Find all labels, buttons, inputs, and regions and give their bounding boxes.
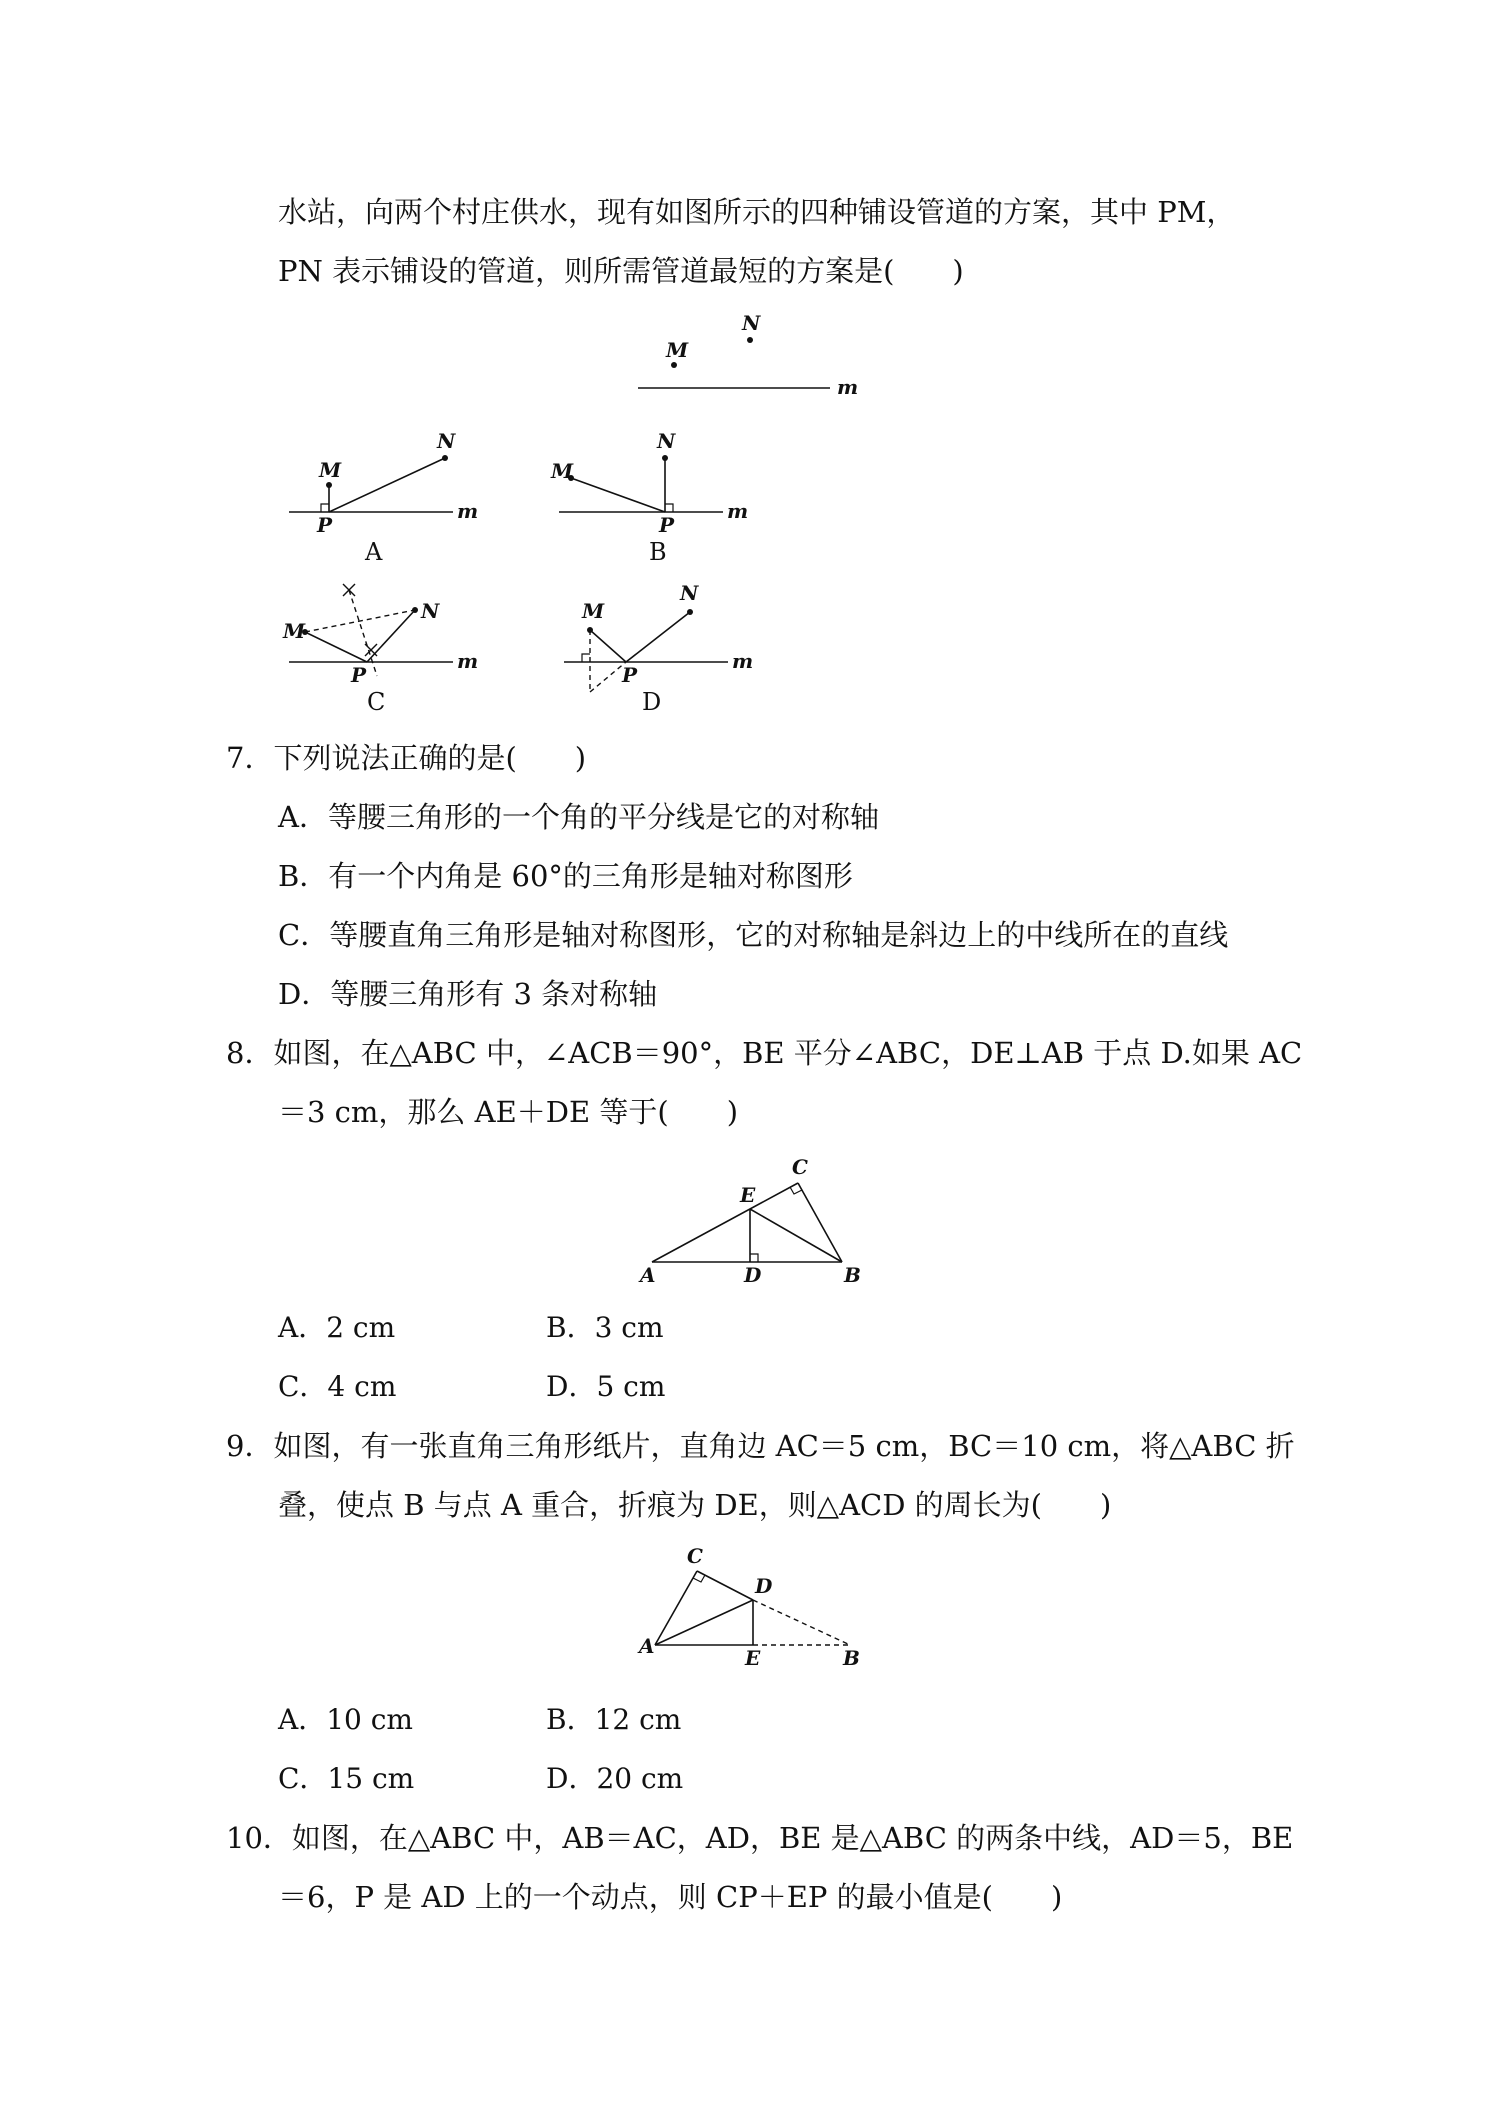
label-M: M bbox=[551, 459, 574, 483]
q7-stem: 7．下列说法正确的是( ) bbox=[226, 741, 587, 775]
q9-fold-figure bbox=[635, 1545, 865, 1675]
q6-top-figure bbox=[630, 312, 870, 402]
label-m: m bbox=[837, 375, 859, 399]
q8-triangle-figure bbox=[640, 1150, 870, 1290]
q8-option-c: C．4 cm bbox=[278, 1370, 397, 1403]
panel-caption-d: D bbox=[642, 688, 662, 716]
panel-caption-c: C bbox=[367, 688, 386, 716]
label-M: M bbox=[283, 619, 306, 643]
label-m: m bbox=[732, 649, 754, 673]
q6-panel-a bbox=[285, 430, 485, 570]
q7-option-c: C．等腰直角三角形是轴对称图形，它的对称轴是斜边上的中线所在的直线 bbox=[278, 918, 1229, 952]
label-P: P bbox=[351, 663, 367, 687]
label-M: M bbox=[582, 599, 605, 623]
q8-option-d: D．5 cm bbox=[546, 1370, 666, 1403]
label-N: N bbox=[657, 429, 676, 453]
label-P: P bbox=[622, 663, 638, 687]
q8-stem-line2: ＝3 cm，那么 AE＋DE 等于( ) bbox=[278, 1095, 739, 1129]
label-B: B bbox=[843, 1646, 860, 1670]
label-C: C bbox=[687, 1544, 703, 1568]
label-m: m bbox=[457, 649, 479, 673]
label-m: m bbox=[727, 499, 749, 523]
q9-stem-line2: 叠，使点 B 与点 A 重合，折痕为 DE，则△ACD 的周长为( ) bbox=[278, 1488, 1112, 1522]
q9-option-d: D．20 cm bbox=[546, 1762, 684, 1795]
q6-stem-line1: 水站，向两个村庄供水，现有如图所示的四种铺设管道的方案，其中 PM， bbox=[278, 195, 1236, 229]
q9-option-b: B．12 cm bbox=[546, 1703, 682, 1736]
q10-stem-line1: 10．如图，在△ABC 中，AB＝AC，AD，BE 是△ABC 的两条中线，AD＝5，BE bbox=[226, 1821, 1294, 1855]
q6-stem-line2: PN 表示铺设的管道，则所需管道最短的方案是( ) bbox=[278, 254, 964, 288]
label-N: N bbox=[421, 599, 440, 623]
q6-panel-d bbox=[560, 580, 760, 725]
label-D: D bbox=[744, 1263, 762, 1287]
label-m: m bbox=[457, 499, 479, 523]
q9-option-c: C．15 cm bbox=[278, 1762, 415, 1795]
q8-option-b: B．3 cm bbox=[546, 1311, 664, 1344]
label-P: P bbox=[317, 513, 333, 537]
q7-option-a: A．等腰三角形的一个角的平分线是它的对称轴 bbox=[278, 800, 879, 834]
q9-stem-line1: 9．如图，有一张直角三角形纸片，直角边 AC＝5 cm，BC＝10 cm，将△ABC 折 bbox=[226, 1429, 1295, 1463]
label-N: N bbox=[437, 429, 456, 453]
label-E: E bbox=[740, 1183, 756, 1207]
q10-stem-line2: ＝6，P 是 AD 上的一个动点，则 CP＋EP 的最小值是( ) bbox=[278, 1880, 1063, 1914]
label-M: M bbox=[319, 458, 342, 482]
panel-caption-b: B bbox=[649, 538, 667, 566]
label-M: M bbox=[666, 338, 689, 362]
q7-option-b: B．有一个内角是 60°的三角形是轴对称图形 bbox=[278, 859, 853, 893]
label-D: D bbox=[755, 1574, 773, 1598]
q9-option-a: A．10 cm bbox=[278, 1703, 413, 1736]
q8-option-a: A．2 cm bbox=[278, 1311, 396, 1344]
label-C: C bbox=[792, 1155, 808, 1179]
q7-option-d: D．等腰三角形有 3 条对称轴 bbox=[278, 977, 658, 1011]
q6-panel-c bbox=[285, 580, 485, 725]
label-B: B bbox=[844, 1263, 861, 1287]
label-A: A bbox=[640, 1263, 656, 1287]
label-N: N bbox=[680, 581, 699, 605]
panel-caption-a: A bbox=[365, 538, 383, 566]
label-N: N bbox=[742, 311, 761, 335]
label-E: E bbox=[745, 1646, 761, 1670]
label-P: P bbox=[659, 513, 675, 537]
q8-stem-line1: 8．如图，在△ABC 中，∠ACB＝90°，BE 平分∠ABC，DE⊥AB 于点 D.如果 AC bbox=[226, 1036, 1303, 1070]
label-A: A bbox=[639, 1634, 655, 1658]
q6-panel-b bbox=[551, 429, 755, 570]
